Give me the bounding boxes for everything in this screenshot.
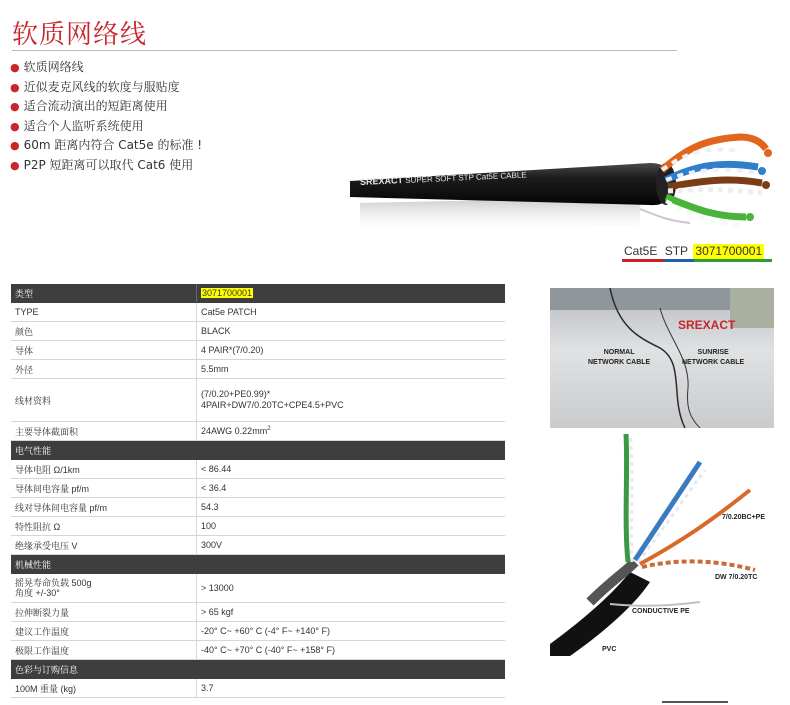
table-row <box>11 303 505 322</box>
table-row <box>11 479 505 498</box>
spec-value: 300V <box>197 536 506 555</box>
cat-color-bar <box>622 259 664 262</box>
spec-value: Cat5e PATCH <box>197 303 506 322</box>
spec-value: > 13000 <box>197 574 506 603</box>
bullet-icon: ● <box>10 119 20 133</box>
table-row <box>11 574 505 603</box>
feature-item: ● 近似麦克风线的软度与服贴度 <box>10 79 180 94</box>
spec-value: 24AWG 0.22mm <box>201 426 268 436</box>
spec-key: 导体 <box>11 341 197 360</box>
cable-print-text: SUPER SOFT STP Cat5E CABLE <box>405 170 527 185</box>
code-color-bar <box>694 259 772 262</box>
feature-list <box>10 58 202 175</box>
table-row <box>11 498 505 517</box>
bullet-icon: ● <box>10 139 20 152</box>
spec-value: 3071700001 <box>202 288 253 298</box>
comparison-photo <box>550 288 774 428</box>
spec-key: 角度 +/-30° <box>15 588 60 598</box>
section-row <box>11 660 505 679</box>
feature-item: ● P2P 短距离可以取代 Cat6 使用 <box>10 157 194 172</box>
spec-table <box>11 284 505 698</box>
spec-value: -40° C~ +70° C (-40° F~ +158° F) <box>197 641 506 660</box>
table-row <box>11 641 505 660</box>
spec-value: 54.3 <box>197 498 506 517</box>
table-row <box>11 422 505 441</box>
spec-key: 导体间电容量 pf/m <box>11 479 197 498</box>
spec-value: (7/0.20+PE0.99)* <box>201 389 271 399</box>
spec-key: TYPE <box>11 303 197 322</box>
section-title: 机械性能 <box>11 555 505 574</box>
spec-key: 线对导体间电容量 pf/m <box>11 498 197 517</box>
shield-color-bar <box>664 259 694 262</box>
bullet-icon: ● <box>10 100 20 113</box>
table-row <box>11 360 505 379</box>
table-row <box>11 460 505 479</box>
spec-key: 线材资料 <box>11 379 197 422</box>
spec-key: 100M 重量 (kg) <box>11 679 197 698</box>
spec-value: 100 <box>197 517 506 536</box>
bullet-icon: ● <box>10 61 20 74</box>
feature-item: ● 适合流动演出的短距离使用 <box>10 99 168 113</box>
spec-value: 3.7 <box>197 679 506 698</box>
structure-drawing <box>550 432 774 656</box>
table-header-row <box>11 284 505 303</box>
spec-key: 主要导体截面积 <box>11 422 197 441</box>
feature-item: ● 软质网络线 <box>10 60 84 74</box>
cable-drawing <box>350 125 780 260</box>
spec-key: 类型 <box>11 284 197 303</box>
spec-key: 外径 <box>11 360 197 379</box>
section-row <box>11 441 505 460</box>
spec-value: BLACK <box>197 322 506 341</box>
cable-meta <box>622 244 764 259</box>
spec-value: 5.5mm <box>197 360 506 379</box>
conductor-label: 7/0.20BC+PE <box>722 514 765 521</box>
cable-code: 3071700001 <box>695 244 763 258</box>
spec-key: 颜色 <box>11 322 197 341</box>
spec-value: 4 PAIR*(7/0.20) <box>197 341 506 360</box>
spec-key: 特性阻抗 Ω <box>11 517 197 536</box>
spec-value: > 65 kgf <box>197 603 506 622</box>
cable-illustration <box>350 125 780 260</box>
brand-logo: SREXACT <box>678 318 736 332</box>
table-row <box>11 517 505 536</box>
spec-value: < 86.44 <box>197 460 506 479</box>
spec-key: 摇晃寿命负载 500g <box>15 578 92 588</box>
page-title: 软质网络线 <box>12 20 148 50</box>
bullet-icon: ● <box>10 80 20 94</box>
spec-value: -20° C~ +60° C (-4° F~ +140° F) <box>197 622 506 641</box>
spec-key: 导体电阻 Ω/1km <box>11 460 197 479</box>
drain-wire-label: DW 7/0.20TC <box>715 574 758 581</box>
section-row <box>11 555 505 574</box>
spec-value: 4PAIR+DW7/0.20TC+CPE4.5+PVC <box>201 400 344 410</box>
table-row <box>11 622 505 641</box>
spec-key: 绝缘承受电压 V <box>11 536 197 555</box>
cable-shield: STP <box>664 244 689 258</box>
footer-line <box>662 701 728 703</box>
spec-key: 建议工作温度 <box>11 622 197 641</box>
table-row <box>11 379 505 422</box>
cable-brand: SREXACT <box>359 175 404 187</box>
pvc-label: PVC <box>602 646 617 653</box>
spec-key: 拉伸断裂力量 <box>11 603 197 622</box>
spec-value-sup: 2 <box>267 426 271 432</box>
table-row <box>11 322 505 341</box>
table-row <box>11 603 505 622</box>
spec-value: < 36.4 <box>197 479 506 498</box>
normal-cable-label: NORMAL NETWORK CABLE <box>588 349 651 366</box>
section-title: 色彩与订购信息 <box>11 660 505 679</box>
conductive-pe-label: CONDUCTIVE PE <box>632 608 690 615</box>
cable-category: Cat5E <box>624 244 658 258</box>
title-divider <box>12 50 677 51</box>
table-row <box>11 679 505 698</box>
feature-item: ● 适合个人监听系统使用 <box>10 118 144 133</box>
sunrise-cable-label: SUNRISE NETWORK CABLE <box>682 349 745 366</box>
cable-structure-photo <box>550 432 774 656</box>
feature-item: ● 60m 距离内符合 Cat5e 的标准 ! <box>10 138 203 152</box>
bullet-icon: ● <box>10 158 20 172</box>
section-title: 电气性能 <box>11 441 505 460</box>
table-row <box>11 341 505 360</box>
spec-key: 极限工作温度 <box>11 641 197 660</box>
table-row <box>11 536 505 555</box>
